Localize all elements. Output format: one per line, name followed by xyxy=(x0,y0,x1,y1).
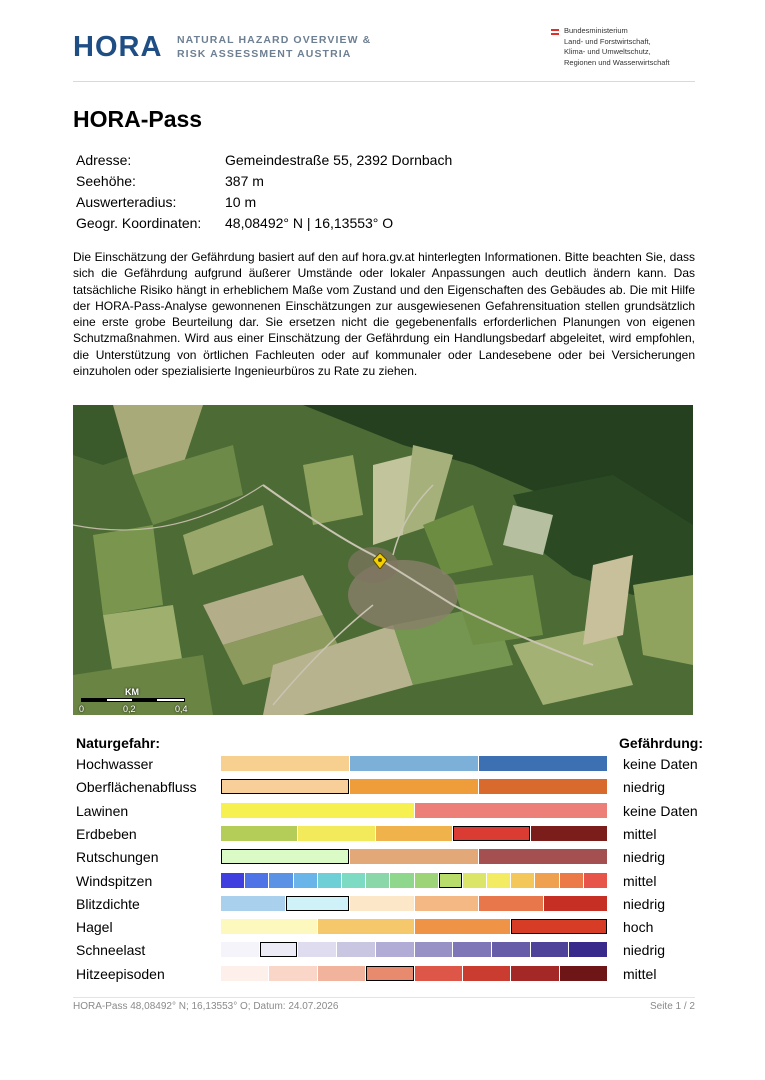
hazard-scale-segment-selected xyxy=(439,873,462,888)
hazard-scale-segment xyxy=(221,873,244,888)
hora-subtitle-line2: RISK ASSESSMENT AUSTRIA xyxy=(177,48,352,60)
scale-graphic xyxy=(81,698,185,702)
hazard-scale-segment xyxy=(366,873,389,888)
hazard-scale-segment xyxy=(298,942,336,957)
hazard-scale-segment xyxy=(269,873,292,888)
hazard-scale-segment xyxy=(350,779,478,794)
hazard-scale-bar xyxy=(221,942,607,957)
hora-logo: HORA xyxy=(73,31,163,63)
hazard-scale-segment xyxy=(221,919,317,934)
hazard-row xyxy=(76,871,716,891)
risk-column-header: Gefährdung: xyxy=(619,735,703,751)
scale-unit: KM xyxy=(125,687,139,697)
hazard-scale-segment xyxy=(342,873,365,888)
hazard-scale-segment xyxy=(511,873,534,888)
hazard-scale-bar xyxy=(221,756,607,771)
hazard-scale-segment xyxy=(463,873,486,888)
hazard-scale-segment xyxy=(560,966,607,981)
hazard-scale-segment xyxy=(245,873,268,888)
disclaimer-paragraph: Die Einschätzung der Gefährdung basiert auf den auf hora.gv.at hinterlegten Informationen. Bitte beachten Sie, dass sich die Gefährdung aufgrund äußerer Umstände oder lokaler Anpassungen auch deutlich ändern kann. Das tatsächliche Risiko hängt in erheblichem Maße vom Zustand und den Eigenschaften des Gebäudes ab. Die mit Hilfe der HORA-Pass-Analyse gewonnenen Einschätzungen zur ausgewiesenen Gefahrensituation stellen grundsätzlich eine erste grobe Beurteilung dar. Sie ersetzen nicht die gegebenenfalls erforderlichen Planungen von eigenen Schutzmaßnahmen. Wird aus einer Einschätzung der Gefährdung ein Handlungsbedarf abgeleitet, wird empfohlen, die Unterstützung von örtlichen Fachleuten oder auf kommunaler oder Landesebene oder bei Versicherungen einzuholen oder spezialisierte Ingenieurbüros zu Rate zu ziehen. xyxy=(73,250,695,379)
hazard-row xyxy=(76,824,716,844)
hazard-level: niedrig xyxy=(623,942,666,959)
hazard-scale-bar xyxy=(221,779,607,794)
hazard-scale-bar xyxy=(221,849,607,864)
hazard-level: niedrig xyxy=(623,895,666,912)
hazard-level: mittel xyxy=(623,825,657,842)
hazard-scale-segment xyxy=(535,873,558,888)
hazard-scale-segment xyxy=(560,873,583,888)
hazard-name: Hochwasser xyxy=(76,756,154,772)
hazard-level: keine Daten xyxy=(623,802,698,819)
info-label: Geogr. Koordinaten: xyxy=(76,215,202,231)
ministry-line: Land- und Forstwirtschaft, xyxy=(564,36,651,46)
hazard-scale-segment-selected xyxy=(221,779,349,794)
hazard-scale-segment-selected xyxy=(366,966,413,981)
hazard-scale-segment xyxy=(479,779,607,794)
hazard-level: mittel xyxy=(623,965,657,982)
hazard-row xyxy=(76,777,716,797)
hazard-scale-segment xyxy=(492,942,530,957)
map-scale-bar xyxy=(79,687,199,714)
scale-tick: 0 xyxy=(79,704,85,714)
hazard-scale-segment-selected xyxy=(221,849,349,864)
scale-tick: 0,2 xyxy=(123,704,136,714)
hazard-level: mittel xyxy=(623,872,657,889)
ministry-name xyxy=(564,26,704,68)
hazard-scale-segment-selected xyxy=(260,942,298,957)
aerial-map[interactable] xyxy=(73,405,693,715)
hazard-scale-segment xyxy=(479,849,607,864)
hazard-level: keine Daten xyxy=(623,756,698,772)
hazard-scale-segment xyxy=(221,966,268,981)
hazard-name: Oberflächenabfluss xyxy=(76,779,197,796)
hazard-scale-segment xyxy=(415,896,479,911)
hazard-scale-segment xyxy=(415,942,453,957)
hazard-scale-segment xyxy=(298,826,374,841)
hazard-scale-segment xyxy=(390,873,413,888)
hazard-scale-segment-selected xyxy=(511,919,607,934)
info-row-radius xyxy=(76,194,452,215)
hazard-scale-bar xyxy=(221,826,607,841)
hazard-scale-segment xyxy=(415,873,438,888)
hazard-row xyxy=(76,964,716,984)
hazard-scale-segment-selected xyxy=(453,826,529,841)
info-label: Auswerteradius: xyxy=(76,194,177,210)
hazard-name: Blitzdichte xyxy=(76,895,140,912)
ministry-line: Bundesministerium xyxy=(564,26,628,35)
page-title: HORA-Pass xyxy=(73,106,203,132)
hazard-row xyxy=(76,801,716,821)
info-value: 10 m xyxy=(225,194,257,210)
info-value: 387 m xyxy=(225,173,264,189)
hazard-scale-segment xyxy=(376,942,414,957)
hazard-scale-segment xyxy=(350,896,414,911)
info-row-address xyxy=(76,152,452,173)
hazard-name: Schneelast xyxy=(76,942,146,959)
hazard-scale-bar xyxy=(221,966,607,981)
hazard-scale-segment xyxy=(350,849,478,864)
hazard-scale-segment xyxy=(453,942,491,957)
hazard-scale-segment xyxy=(221,826,297,841)
hazard-level: niedrig xyxy=(623,779,666,796)
info-value: 48,08492° N | 16,13553° O xyxy=(225,215,394,231)
hazard-name: Erdbeben xyxy=(76,825,137,842)
hazard-name: Hagel xyxy=(76,919,113,936)
hazard-scale-segment xyxy=(415,966,462,981)
hazard-row xyxy=(76,847,716,867)
hazard-scale-bar xyxy=(221,803,607,818)
info-label: Adresse: xyxy=(76,152,132,168)
hazard-name: Windspitzen xyxy=(76,872,153,889)
hazard-scale-segment xyxy=(269,966,316,981)
hazard-level: niedrig xyxy=(623,849,666,866)
hazard-scale-segment xyxy=(350,756,478,771)
hazard-scale-segment xyxy=(294,873,317,888)
hora-subtitle xyxy=(177,33,371,61)
hazard-row xyxy=(76,917,716,937)
hazard-scale-segment xyxy=(479,756,607,771)
ministry-line: Klima- und Umweltschutz, xyxy=(564,47,651,56)
page-number: Seite 1 / 2 xyxy=(649,1001,695,1012)
info-label: Seehöhe: xyxy=(76,173,136,189)
hazard-scale-segment xyxy=(221,942,259,957)
hazard-scale-segment xyxy=(415,919,511,934)
hazard-scale-segment xyxy=(584,873,607,888)
hazard-name: Hitzeepisoden xyxy=(76,965,165,982)
hazard-level: hoch xyxy=(623,919,654,936)
page-header xyxy=(73,26,695,82)
hazard-scale-segment-selected xyxy=(286,896,350,911)
location-info-table xyxy=(76,152,452,236)
hora-subtitle-line1: NATURAL HAZARD OVERVIEW & xyxy=(177,34,372,46)
info-value: Gemeindestraße 55, 2392 Dornbach xyxy=(225,152,453,168)
hazard-scale-segment xyxy=(544,896,608,911)
page-footer xyxy=(73,997,695,1012)
hazard-scale-segment xyxy=(479,896,543,911)
hazard-scale-bar xyxy=(221,919,607,934)
hazard-scale-bar xyxy=(221,873,607,888)
hazard-row xyxy=(76,894,716,914)
hazard-scale-segment xyxy=(531,826,607,841)
hazard-scale-segment xyxy=(221,756,349,771)
hazard-scale-segment xyxy=(221,896,285,911)
hazard-scale-segment xyxy=(487,873,510,888)
hazard-scale-segment xyxy=(463,966,510,981)
hazard-name: Lawinen xyxy=(76,802,129,819)
hazard-scale-segment xyxy=(415,803,608,818)
hazard-scale-segment xyxy=(318,919,414,934)
ministry-line: Regionen und Wasserwirtschaft xyxy=(564,57,670,67)
hazard-scale-segment xyxy=(318,966,365,981)
hazard-scale-segment xyxy=(221,803,414,818)
scale-tick: 0,4 xyxy=(175,704,188,714)
hazard-row xyxy=(76,940,716,960)
hazard-scale-segment xyxy=(569,942,607,957)
hazard-row xyxy=(76,754,716,774)
location-pin-icon xyxy=(373,553,387,569)
hazard-name: Rutschungen xyxy=(76,849,159,866)
hazard-column-header: Naturgefahr: xyxy=(76,735,161,751)
austria-flag-icon xyxy=(551,29,559,35)
footer-info: HORA-Pass 48,08492° N; 16,13553° O; Datum: 24.07.2026 xyxy=(73,1001,339,1012)
hazard-scale-segment xyxy=(376,826,452,841)
info-row-coordinates xyxy=(76,215,452,236)
hazard-scale-segment xyxy=(511,966,558,981)
info-row-elevation xyxy=(76,173,452,194)
hazard-scale-bar xyxy=(221,896,607,911)
hazard-scale-segment xyxy=(318,873,341,888)
hazard-scale-segment xyxy=(337,942,375,957)
hazard-scale-segment xyxy=(531,942,569,957)
